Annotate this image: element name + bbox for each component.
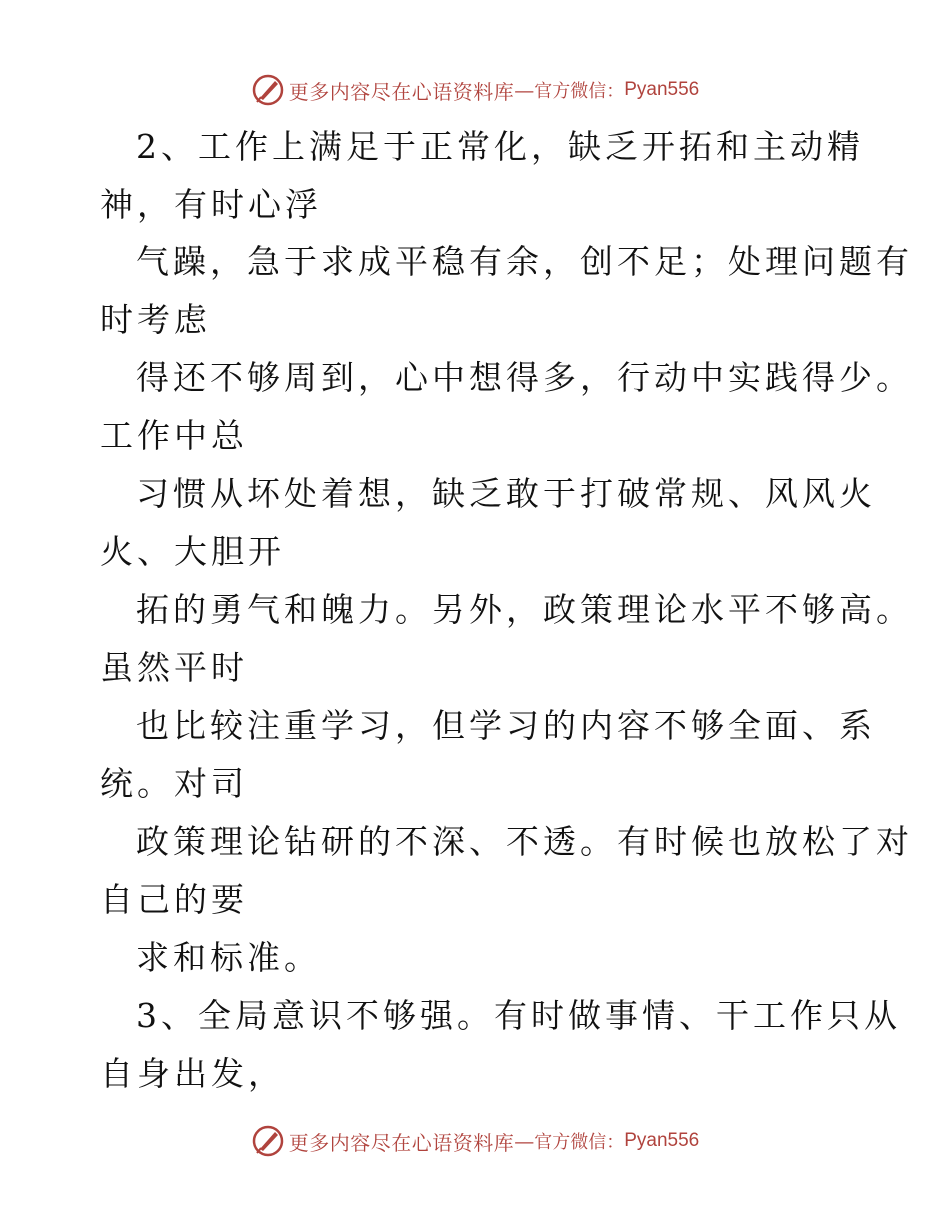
text-line: 火、大胆开 <box>100 532 285 571</box>
text-line: 得还不够周到，心中想得多，行动中实践得少。 <box>136 358 913 397</box>
text-line: 神，有时心浮 <box>100 185 322 224</box>
header-watermark <box>0 70 950 110</box>
footer-watermark <box>0 1121 950 1161</box>
text-line: 求和标准。 <box>136 938 321 977</box>
text-line: 工作中总 <box>100 416 248 455</box>
watermark-dash: — <box>514 1129 535 1153</box>
watermark-sub-text: 官方微信： <box>534 81 625 102</box>
text-line: 拓的勇气和魄力。另外，政策理论水平不够高。 <box>136 590 913 629</box>
text-line: 自己的要 <box>100 880 248 919</box>
quill-logo-icon <box>251 73 285 107</box>
watermark-main-text: 更多内容尽在心语资料库 <box>288 1130 515 1155</box>
text-line: 2、工作上满足于正常化，缺乏开拓和主动精 <box>136 127 864 166</box>
text-line: 虽然平时 <box>100 648 248 687</box>
watermark-wechat-id: Pyan556 <box>624 79 700 100</box>
watermark-dash: — <box>514 78 535 102</box>
text-line: 习惯从坏处着想，缺乏敢于打破常规、风风火 <box>136 474 876 513</box>
quill-logo-icon <box>251 1124 285 1158</box>
text-line: 气躁，急于求成平稳有余，创不足；处理问题有 <box>136 242 913 281</box>
watermark-sub-text: 官方微信： <box>534 1132 625 1153</box>
text-line: 统。对司 <box>100 764 248 803</box>
text-line: 时考虑 <box>100 300 211 339</box>
watermark-wechat-id: Pyan556 <box>624 1130 700 1151</box>
text-line: 自身出发， <box>100 1054 285 1093</box>
watermark-main-text: 更多内容尽在心语资料库 <box>288 79 515 104</box>
text-line: 政策理论钻研的不深、不透。有时候也放松了对 <box>136 822 913 861</box>
text-line: 3、全局意识不够强。有时做事情、干工作只从 <box>136 996 901 1035</box>
text-line: 也比较注重学习，但学习的内容不够全面、系 <box>136 706 876 745</box>
